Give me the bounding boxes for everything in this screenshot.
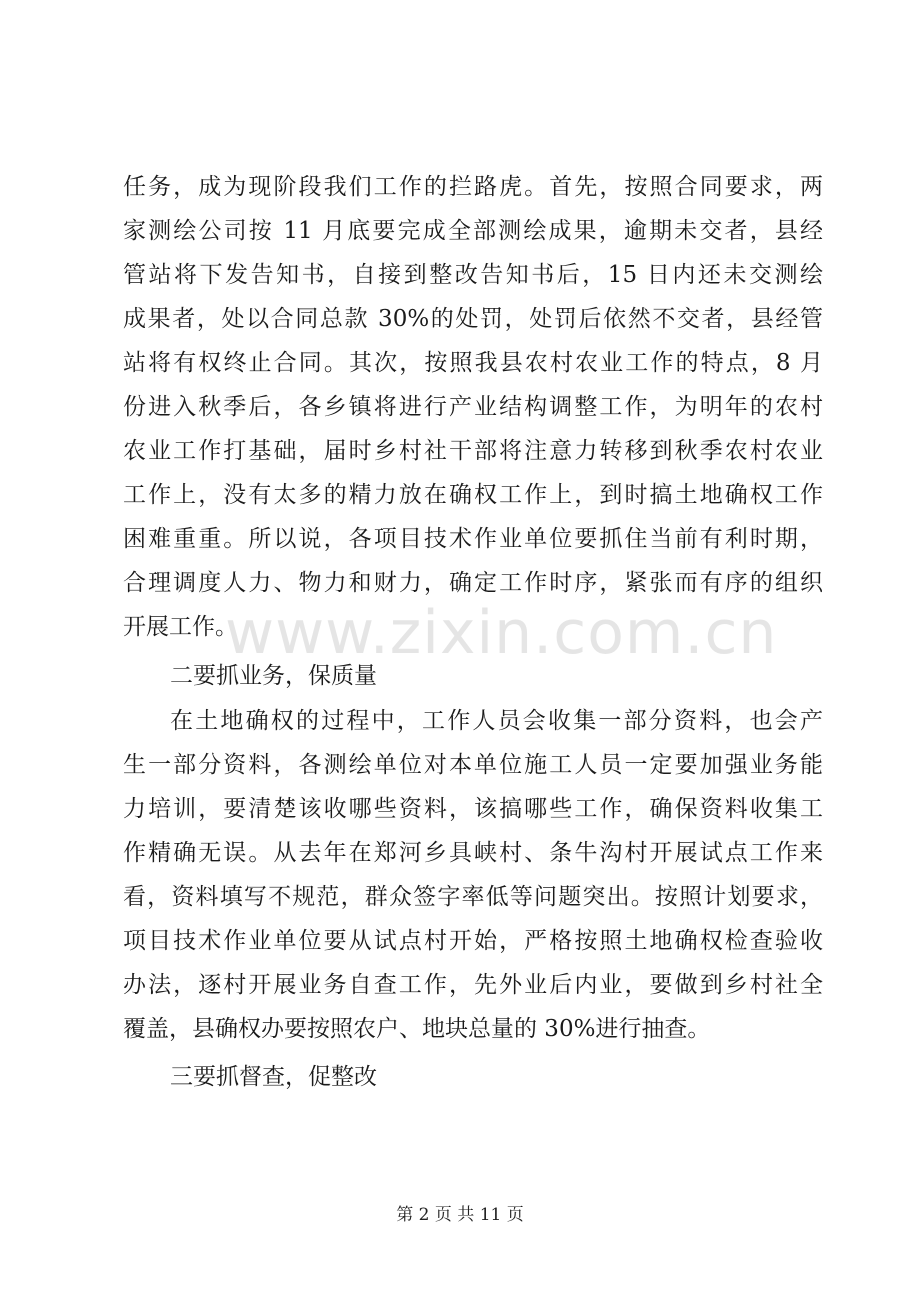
paragraph-line: 份进入秋季后，各乡镇将进行产业结构调整工作，为明年的农村 <box>123 394 823 420</box>
paragraph-line: 农业工作打基础，届时乡村社干部将注意力转移到秋季农村农业 <box>123 438 823 464</box>
paragraph-line: 覆盖，县确权办要按照农户、地块总量的 30%进行抽查。 <box>123 1016 711 1042</box>
paragraph-line: 成果者，处以合同总款 30%的处罚，处罚后依然不交者，县经管 <box>123 306 823 332</box>
paragraph-line: 生一部分资料，各测绘单位对本单位施工人员一定要加强业务能 <box>123 752 823 778</box>
paragraph-line: 任务，成为现阶段我们工作的拦路虎。首先，按照合同要求，两 <box>123 174 823 200</box>
paragraph-line: 项目技术作业单位要从试点村开始，严格按照土地确权检查验收 <box>123 928 823 954</box>
paragraph-line: 作精确无误。从去年在郑河乡具峡村、条牛沟村开展试点工作来 <box>123 840 823 866</box>
watermark: www.zixin.com.cn <box>225 598 778 668</box>
paragraph-line: 管站将下发告知书，自接到整改告知书后，15 日内还未交测绘 <box>123 262 823 288</box>
page-footer: 第 2 页 共 11 页 <box>396 1205 524 1225</box>
paragraph-line: 合理调度人力、物力和财力，确定工作时序，紧张而有序的组织 <box>123 570 823 596</box>
paragraph-line: 开展工作。 <box>123 614 238 640</box>
section-heading-2: 二要抓业务，保质量 <box>170 663 377 689</box>
section-heading-3: 三要抓督查，促整改 <box>170 1064 377 1090</box>
paragraph-line: 在土地确权的过程中，工作人员会收集一部分资料，也会产 <box>170 708 823 734</box>
paragraph-line: 看，资料填写不规范，群众签字率低等问题突出。按照计划要求， <box>123 884 823 910</box>
paragraph-line: 办法，逐村开展业务自查工作，先外业后内业，要做到乡村社全 <box>123 972 823 998</box>
paragraph-line: 站将有权终止合同。其次，按照我县农村农业工作的特点，8 月 <box>123 350 823 376</box>
paragraph-line: 力培训，要清楚该收哪些资料，该搞哪些工作，确保资料收集工 <box>123 796 823 822</box>
paragraph-line: 工作上，没有太多的精力放在确权工作上，到时搞土地确权工作 <box>123 482 823 508</box>
paragraph-line: 家测绘公司按 11 月底要完成全部测绘成果，逾期未交者，县经 <box>123 218 823 244</box>
paragraph-line: 困难重重。所以说，各项目技术作业单位要抓住当前有利时期， <box>123 526 823 552</box>
